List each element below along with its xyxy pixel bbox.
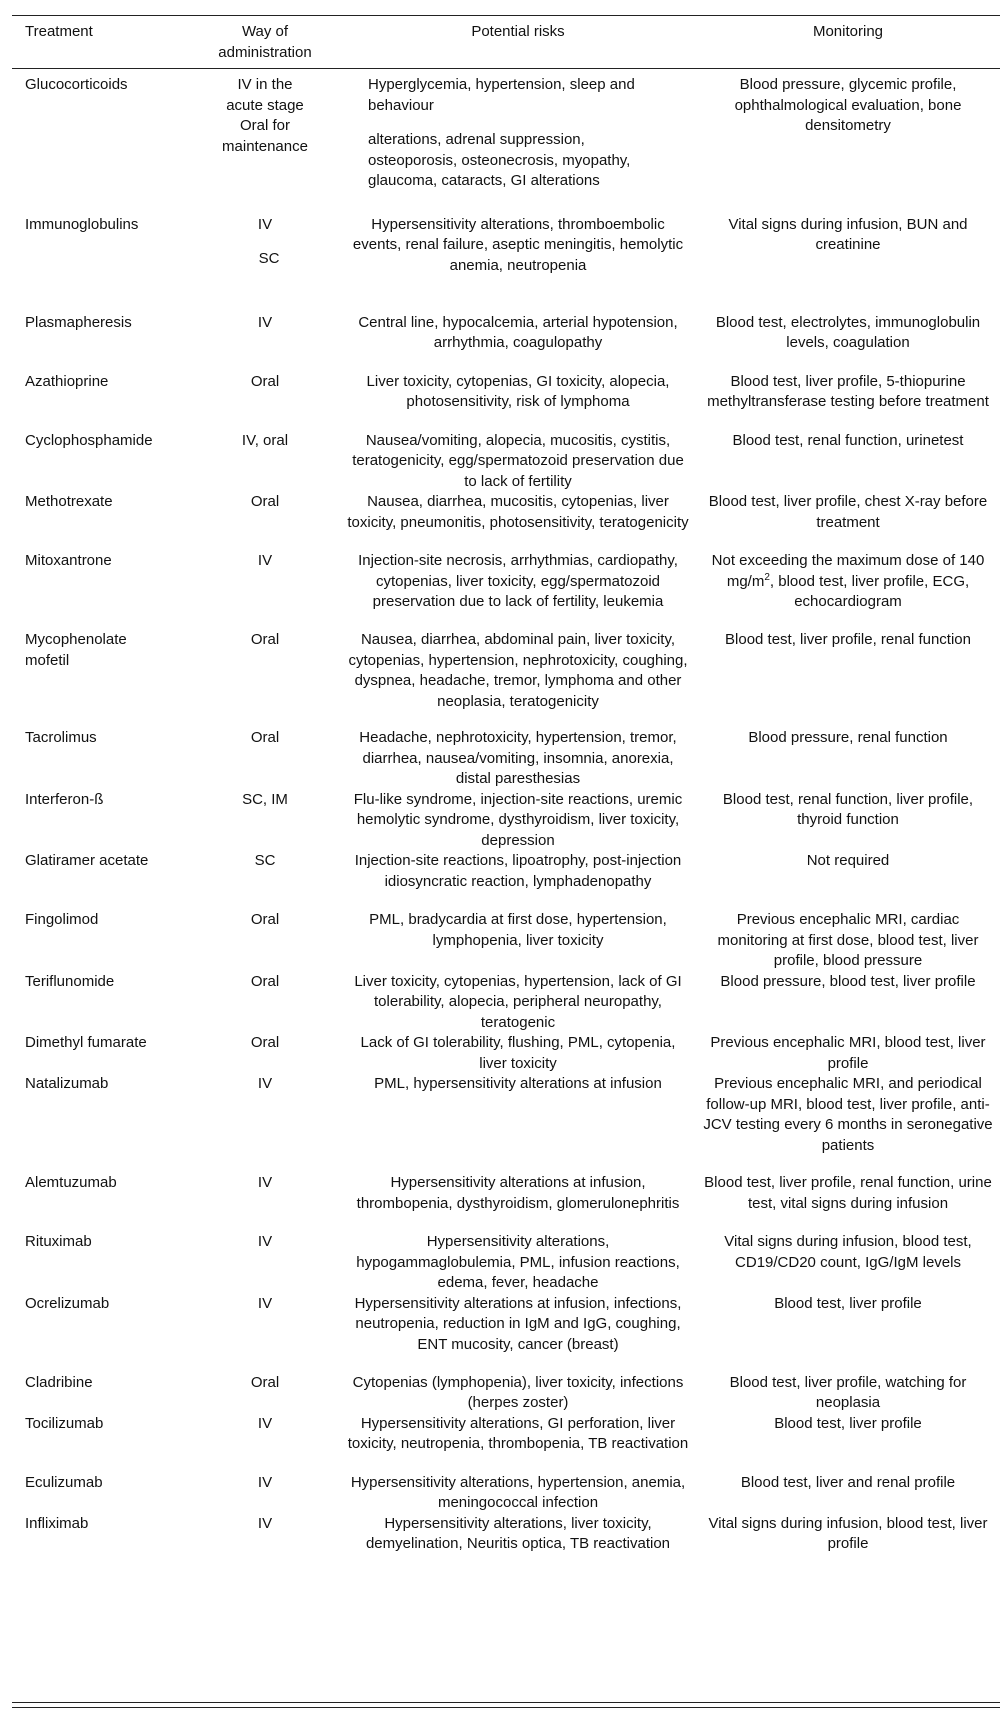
table-row [12, 790, 1000, 852]
monitoring-cell: Blood test, liver profile, renal function [725, 631, 971, 648]
risks-cell: Hypersensitivity alterations at infusion, thrombopenia, dysthyroidism, glomerulonephritis [356, 1174, 680, 1212]
risks-cell: Headache, nephrotoxicity, hypertension, tremor, diarrhea, nausea/vomiting, insomnia, anorexia, distal paresthesias [359, 729, 677, 787]
treatment-cell: Azathioprine [25, 372, 109, 390]
administration-cell: Oral [250, 729, 280, 746]
header-treatment: Treatment [25, 23, 93, 40]
administration-cell: Oral [250, 631, 280, 648]
table-bottom-rule-1 [12, 1702, 1000, 1703]
monitoring-cell: Blood test, renal function, liver profile, thyroid function [722, 790, 974, 828]
monitoring-text-pre: Not exceeding the maximum dose of 140 mg/m [711, 552, 985, 590]
table-row [12, 1473, 1000, 1514]
treatment-line: Mycophenolate [25, 631, 127, 648]
header-way-of-administration [190, 16, 340, 69]
administration-cell [190, 69, 340, 215]
monitoring-superscript: 2 [764, 571, 770, 583]
monitoring-text-post: , blood test, liver profile, ECG, echocardiogram [769, 572, 970, 610]
monitoring-cell: Not required [806, 852, 890, 869]
monitoring-cell: Vital signs during infusion, blood test, CD19/CD20 count, IgG/IgM levels [724, 1233, 972, 1271]
monitoring-cell: Blood test, liver profile, 5-thiopurine methyltransferase testing before treatment [707, 372, 989, 410]
table-row [12, 215, 1000, 313]
administration-cell: IV [257, 1414, 273, 1432]
administration-cell: IV [257, 1473, 273, 1491]
header-monitoring: Monitoring [812, 23, 884, 40]
treatment-cell: Fingolimod [25, 911, 99, 928]
header-row [12, 16, 1000, 69]
treatment-cell: Glatiramer acetate [25, 852, 149, 869]
table-row [12, 372, 1000, 431]
risks-cell: Liver toxicity, cytopenias, GI toxicity, alopecia, photosensitivity, risk of lymphoma [366, 372, 670, 410]
risks-cell [340, 69, 696, 215]
risks-cell: Injection-site reactions, lipoatrophy, post-injection idiosyncratic reaction, lymphadenopathy [354, 852, 682, 890]
risks-cell: Hypersensitivity alterations, GI perforation, liver toxicity, neutropenia, thrombopenia, TB reactivation [347, 1414, 689, 1452]
table-row [12, 69, 1000, 215]
administration-cell: Oral [250, 972, 280, 990]
monitoring-cell: Vital signs during infusion, blood test, liver profile [708, 1514, 988, 1552]
header-potential-risks: Potential risks [471, 23, 565, 40]
monitoring-cell: Blood pressure, glycemic profile, ophthalmological evaluation, bone densitometry [734, 76, 962, 134]
table-row [12, 492, 1000, 551]
administration-line: Oral for [239, 117, 290, 134]
administration-cell: Oral [250, 1034, 280, 1051]
treatment-cell: Rituximab [25, 1233, 92, 1250]
treatment-cell: Infliximab [25, 1514, 89, 1532]
table-row [12, 630, 1000, 728]
administration-cell: IV [257, 313, 273, 331]
risks-cell: Hypersensitivity alterations, hypogammaglobulemia, PML, infusion reactions, edema, fever, headache [356, 1233, 680, 1291]
treatment-cell: Teriflunomide [25, 972, 115, 990]
risks-cell: Cytopenias (lymphopenia), liver toxicity, infections (herpes zoster) [352, 1373, 684, 1411]
risks-cell: Central line, hypocalcemia, arterial hypotension, arrhythmia, coagulopathy [358, 313, 678, 351]
risks-cell: Nausea, diarrhea, abdominal pain, liver toxicity, cytopenias, hypertension, nephrotoxicity, coughing, dyspnea, headache, tremor, lymphoma and other neoplasia, teratogenicity [348, 631, 688, 710]
risks-cell: Nausea, diarrhea, mucositis, cytopenias, liver toxicity, pneumonitis, photosensitivity, teratogenicity [347, 493, 689, 531]
risks-cell: Hypersensitivity alterations, liver toxicity, demyelination, Neuritis optica, TB reactivation [365, 1514, 671, 1552]
risks-cell: Hypersensitivity alterations, hypertension, anemia, meningococcal infection [350, 1473, 686, 1511]
table-row [12, 851, 1000, 910]
risks-cell: Hypersensitivity alterations at infusion, infections, neutropenia, reduction in IgM and IgG, coughing, ENT mucosity, cancer (breast) [354, 1294, 682, 1353]
table-row [12, 431, 1000, 493]
risks-cell: Hypersensitivity alterations, thromboembolic events, renal failure, aseptic meningitis, hemolytic anemia, neutropenia [352, 215, 684, 274]
monitoring-cell: Blood test, liver profile [774, 1294, 922, 1312]
risks-cell: Nausea/vomiting, alopecia, mucositis, cystitis, teratogenicity, egg/spermatozoid preservation due to lack of fertility [352, 431, 684, 490]
table-body [12, 69, 1000, 1578]
monitoring-cell: Blood test, liver profile [774, 1414, 922, 1432]
administration-cell: IV [257, 1174, 273, 1191]
risks-cell: PML, hypersensitivity alterations at infusion [374, 1075, 662, 1092]
treatment-cell: Tacrolimus [25, 729, 97, 746]
monitoring-cell: Blood test, liver profile, renal function, urine test, vital signs during infusion [704, 1174, 992, 1212]
risks-text-a: Hyperglycemia, hypertension, sleep and behaviour [368, 76, 635, 114]
risks-cell: Liver toxicity, cytopenias, hypertension, lack of GI tolerability, alopecia, peripheral neuropathy, teratogenic [354, 972, 682, 1031]
monitoring-cell: Previous encephalic MRI, blood test, liver profile [710, 1034, 986, 1072]
administration-line: IV [257, 215, 273, 233]
monitoring-cell: Blood pressure, blood test, liver profile [720, 972, 976, 990]
administration-line: SC [258, 250, 280, 267]
administration-line: maintenance [222, 137, 308, 155]
monitoring-cell: Blood test, liver profile, chest X-ray before treatment [708, 493, 988, 531]
risks-text-b: alterations, adrenal suppression, osteoporosis, osteonecrosis, myopathy, glaucoma, cataracts, GI alterations [368, 131, 631, 189]
table-row [12, 728, 1000, 790]
monitoring-cell: Blood test, liver profile, watching for neoplasia [729, 1373, 967, 1411]
monitoring-cell: Previous encephalic MRI, cardiac monitoring at first dose, blood test, liver profile, blood pressure [717, 911, 979, 969]
treatment-cell: Natalizumab [25, 1075, 109, 1092]
treatment-cell: Interferon-ß [25, 790, 104, 808]
treatment-cell: Dimethyl fumarate [25, 1034, 147, 1051]
risks-cell: Flu-like syndrome, injection-site reactions, uremic hemolytic syndrome, dysthyroidism, liver toxicity, depression [353, 790, 683, 849]
administration-cell: SC [254, 852, 276, 869]
table-row [12, 1514, 1000, 1578]
monitoring-cell: Previous encephalic MRI, and periodical follow-up MRI, blood test, liver profile, anti-JCV testing every 6 months in seronegative patients [703, 1075, 993, 1154]
risks-cell: Injection-site necrosis, arrhythmias, cardiopathy, cytopenias, liver toxicity, egg/spermatozoid preservation due to lack of fertility, leukemia [358, 552, 678, 610]
header-way-line1: Way of [241, 23, 289, 40]
monitoring-cell [696, 551, 1000, 630]
treatment-cell [12, 630, 190, 728]
table-row [12, 1294, 1000, 1373]
treatment-cell: Ocrelizumab [25, 1294, 110, 1312]
administration-cell: IV [257, 1514, 273, 1532]
administration-cell: IV [257, 1233, 273, 1250]
treatment-line: mofetil [25, 651, 70, 669]
administration-cell: Oral [250, 493, 280, 510]
table-row [12, 1074, 1000, 1173]
monitoring-cell: Blood test, electrolytes, immunoglobulin levels, coagulation [715, 313, 981, 351]
treatment-cell: Cladribine [25, 1373, 93, 1391]
administration-cell: SC, IM [242, 790, 288, 808]
administration-cell: Oral [250, 911, 280, 928]
table-row [12, 1033, 1000, 1074]
treatment-cell: Cyclophosphamide [25, 431, 153, 449]
treatment-cell: Methotrexate [25, 493, 113, 510]
treatment-cell: Alemtuzumab [25, 1174, 117, 1191]
table-row [12, 313, 1000, 372]
treatment-cell: Eculizumab [25, 1473, 103, 1491]
table-row [12, 1232, 1000, 1294]
monitoring-cell: Blood test, liver and renal profile [740, 1473, 956, 1491]
administration-cell: IV, oral [241, 431, 289, 449]
treatment-cell: Immunoglobulins [25, 215, 139, 233]
treatment-cell: Glucocorticoids [25, 76, 128, 93]
administration-line: acute stage [226, 96, 304, 114]
table-row [12, 1173, 1000, 1232]
risks-cell: Lack of GI tolerability, flushing, PML, cytopenia, liver toxicity [360, 1034, 676, 1072]
table-row [12, 972, 1000, 1034]
administration-cell: IV [257, 552, 273, 569]
administration-cell: IV [257, 1075, 273, 1092]
monitoring-cell: Vital signs during infusion, BUN and creatinine [728, 215, 968, 253]
treatment-cell: Mitoxantrone [25, 552, 112, 569]
treatment-table [12, 15, 1000, 1578]
table-header [12, 16, 1000, 69]
administration-cell: Oral [250, 372, 280, 390]
table-row [12, 910, 1000, 972]
treatment-cell: Tocilizumab [25, 1414, 104, 1432]
administration-cell [190, 215, 340, 313]
administration-cell: Oral [250, 1373, 280, 1391]
risks-cell: PML, bradycardia at first dose, hypertension, lymphopenia, liver toxicity [369, 911, 667, 949]
monitoring-cell: Blood test, renal function, urinetest [732, 431, 964, 449]
table-row [12, 551, 1000, 630]
table-row [12, 1414, 1000, 1473]
administration-line: IV in the [237, 76, 293, 93]
table-row [12, 1373, 1000, 1414]
header-way-line2: administration [218, 43, 312, 61]
table-bottom-rule-2 [12, 1707, 1000, 1708]
treatment-cell: Plasmapheresis [25, 313, 132, 331]
monitoring-cell: Blood pressure, renal function [748, 729, 948, 746]
administration-cell: IV [257, 1294, 273, 1312]
